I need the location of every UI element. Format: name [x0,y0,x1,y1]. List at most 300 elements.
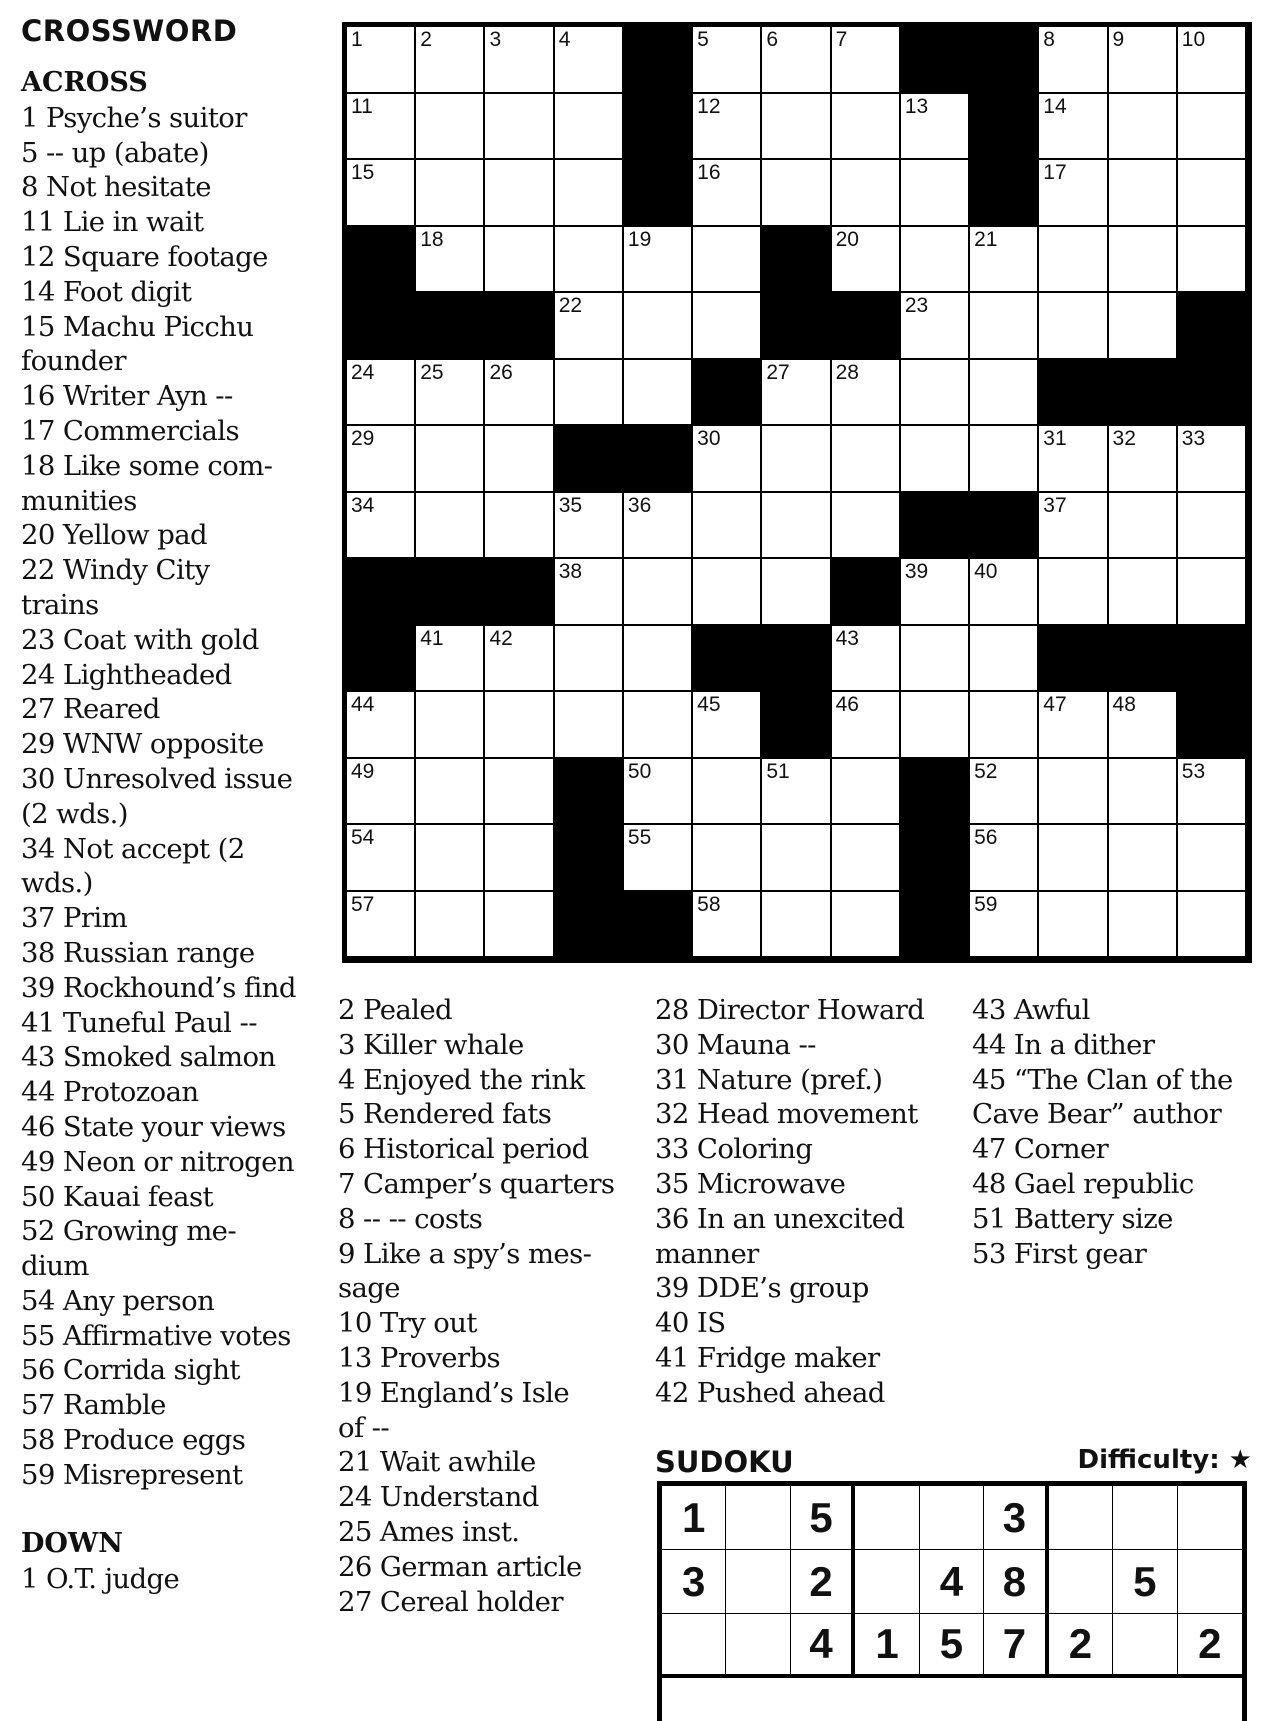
black-square [347,293,417,360]
grid-cell[interactable] [1109,692,1178,759]
grid-cell[interactable] [555,160,624,227]
grid-cell[interactable] [693,94,762,161]
grid-cell[interactable] [416,892,485,959]
clue-line: 18 Like some com- [21,449,273,482]
clue-line: 47 Corner [972,1133,1109,1166]
grid-cell[interactable] [555,227,624,294]
sudoku-given: 4 [791,1614,855,1678]
clue-line: 17 Commercials [21,414,240,447]
crossword-title: CROSSWORD [21,14,238,48]
sudoku-cell[interactable] [855,1550,919,1614]
black-square [1178,293,1248,360]
clue-line: 19 England’s Isle [338,1376,570,1409]
grid-cell[interactable] [970,692,1039,759]
clue-line: 4 Enjoyed the rink [338,1063,585,1096]
clue-line: 8 -- -- costs [338,1202,483,1235]
clue-line: (2 wds.) [21,797,128,830]
grid-cell[interactable] [693,559,762,626]
clue-number: 38 [558,560,583,583]
clue-line: 9 Like a spy’s mes- [338,1237,592,1270]
black-square [970,94,1040,161]
clue-line: 30 Mauna -- [655,1028,816,1061]
grid-cell[interactable] [832,426,901,493]
grid-cell[interactable] [762,493,831,560]
grid-cell[interactable] [1109,160,1178,227]
clue-line: 23 Coat with gold [21,623,259,656]
black-square [555,825,625,892]
grid-cell[interactable] [485,94,554,161]
clue-line: dium [21,1250,89,1283]
black-square [901,493,971,560]
clue-line: 27 Cereal holder [338,1585,563,1618]
grid-cell[interactable] [485,892,554,959]
sudoku-cell[interactable] [1049,1486,1113,1550]
sudoku-cell[interactable] [1113,1614,1177,1678]
clue-line: 24 Understand [338,1481,539,1514]
grid-cell[interactable] [693,160,762,227]
grid-cell[interactable] [416,94,485,161]
grid-cell[interactable] [970,426,1039,493]
grid-cell[interactable] [485,825,554,892]
grid-cell[interactable] [1109,227,1178,294]
clue-number: 13 [904,94,929,118]
grid-cell[interactable] [693,759,762,826]
grid-cell[interactable] [832,825,901,892]
grid-cell[interactable] [832,360,901,427]
clue-number: 36 [627,493,652,517]
sudoku-cell[interactable] [1178,1550,1242,1614]
grid-cell[interactable] [416,160,485,227]
black-square [1178,360,1248,427]
grid-cell[interactable] [1039,493,1108,560]
across-clues [21,66,296,1597]
grid-cell[interactable] [1109,293,1178,360]
clue-line: 50 Kauai feast [21,1180,213,1213]
black-square [1178,626,1248,693]
clue-line: 33 Coloring [655,1133,813,1166]
clue-line: 51 Battery size [972,1202,1173,1235]
clue-line: 11 Lie in wait [21,206,204,239]
grid-cell[interactable] [555,94,624,161]
grid-cell[interactable] [624,626,693,693]
grid-cell[interactable] [901,559,970,626]
clue-number: 27 [766,360,790,384]
clue-number: 3 [489,28,502,51]
grid-cell[interactable] [1178,892,1247,959]
across-header: ACROSS [21,67,148,98]
clue-line: 2 Pealed [338,994,453,1026]
clue-line: founder [21,345,126,378]
clue-line: 5 Rendered fats [338,1098,552,1131]
grid-cell[interactable] [1178,227,1247,294]
grid-cell[interactable] [1109,94,1178,161]
black-square [762,692,832,759]
grid-cell[interactable] [555,360,624,427]
clue-line: 37 Prim [21,902,128,935]
grid-cell[interactable] [832,94,901,161]
grid-cell[interactable] [832,27,901,94]
black-square [1109,360,1179,427]
grid-cell[interactable] [1178,27,1247,94]
grid-cell[interactable] [347,759,416,826]
grid-cell[interactable] [347,892,416,959]
grid-cell[interactable] [970,759,1039,826]
grid-cell[interactable] [1109,559,1178,626]
clue-line: 26 German article [338,1550,582,1583]
clue-number: 53 [1181,759,1206,783]
grid-cell[interactable] [1039,27,1108,94]
black-square [624,426,694,493]
clue-line: 42 Pushed ahead [655,1376,885,1409]
sudoku-cell[interactable] [855,1486,919,1550]
grid-cell[interactable] [485,160,554,227]
down-header: DOWN [21,1528,123,1560]
grid-cell[interactable] [416,825,485,892]
black-square [624,892,694,959]
black-square [555,759,625,826]
clue-number: 46 [835,693,859,716]
grid-cell[interactable] [624,227,693,294]
grid-cell[interactable] [416,227,485,294]
clue-line: 8 Not hesitate [21,171,211,204]
black-square [970,27,1040,94]
grid-cell[interactable] [347,493,416,560]
grid-cell[interactable] [901,227,970,294]
clue-line: 39 Rockhound’s find [21,971,296,1004]
grid-cell[interactable] [693,692,762,759]
grid-cell[interactable] [762,825,831,892]
grid-cell[interactable] [555,626,624,693]
clue-line: 21 Wait awhile [338,1446,536,1479]
grid-cell[interactable] [901,360,970,427]
grid-cell[interactable] [970,293,1039,360]
grid-cell[interactable] [624,559,693,626]
grid-cell[interactable] [485,626,554,693]
clue-line: 1 Psyche’s suitor [21,101,247,134]
grid-cell[interactable] [832,626,901,693]
grid-cell[interactable] [555,293,624,360]
black-square [970,493,1040,560]
clue-line: 43 Awful [972,994,1090,1026]
clue-line: 46 State your views [21,1110,286,1143]
clue-line: 3 Killer whale [338,1028,524,1061]
black-square [1039,626,1109,693]
grid-cell[interactable] [1178,559,1247,626]
grid-cell[interactable] [624,692,693,759]
grid-cell[interactable] [693,825,762,892]
clue-number: 45 [697,693,721,716]
grid-cell[interactable] [832,227,901,294]
grid-cell[interactable] [347,692,416,759]
grid-cell[interactable] [1178,160,1247,227]
clue-number: 23 [904,294,929,317]
grid-cell[interactable] [693,493,762,560]
clue-line: trains [21,588,99,621]
grid-cell[interactable] [1109,892,1178,959]
grid-cell[interactable] [901,160,970,227]
down-clues-column-1 [338,993,614,1619]
grid-cell[interactable] [485,692,554,759]
clue-number: 7 [835,28,848,51]
sudoku-given: 1 [662,1486,726,1550]
clue-line: 5 -- up (abate) [21,136,209,169]
clue-number: 56 [974,826,998,849]
grid-cell[interactable] [416,493,485,560]
clue-number: 43 [835,626,859,650]
clue-line: 7 Camper’s quarters [338,1167,615,1200]
black-square [762,626,832,693]
grid-cell[interactable] [485,493,554,560]
clue-number: 22 [558,294,583,317]
grid-cell[interactable] [901,426,970,493]
clue-line: 13 Proverbs [338,1341,501,1374]
grid-cell[interactable] [347,94,416,161]
grid-cell[interactable] [624,825,693,892]
grid-cell[interactable] [762,759,831,826]
grid-cell[interactable] [624,759,693,826]
sudoku-given: 3 [662,1550,726,1614]
clue-number: 55 [627,826,652,849]
grid-cell[interactable] [970,626,1039,693]
grid-cell[interactable] [970,892,1039,959]
grid-cell[interactable] [624,293,693,360]
grid-cell[interactable] [416,692,485,759]
grid-cell[interactable] [762,360,831,427]
clue-number: 51 [766,759,790,783]
grid-cell[interactable] [555,27,624,94]
grid-cell[interactable] [970,360,1039,427]
black-square [1039,360,1109,427]
clue-line: 38 Russian range [21,936,255,969]
down-clue: 1 O.T. judge [21,1563,180,1596]
grid-cell[interactable] [485,360,554,427]
clue-line: 20 Yellow pad [21,519,208,552]
grid-cell[interactable] [347,825,416,892]
clue-number: 41 [420,626,444,650]
sudoku-cell[interactable] [920,1486,984,1550]
black-square [832,293,902,360]
black-square [485,293,555,360]
clue-number: 25 [420,360,444,384]
black-square [485,559,555,626]
clue-number: 28 [835,360,859,384]
grid-cell[interactable] [624,360,693,427]
grid-cell[interactable] [970,559,1039,626]
grid-cell[interactable] [416,426,485,493]
clue-line: 35 Microwave [655,1167,846,1200]
grid-cell[interactable] [762,559,831,626]
grid-cell[interactable] [416,27,485,94]
black-square [832,559,902,626]
clue-line: 34 Not accept (2 [21,832,245,865]
grid-cell[interactable] [1178,426,1247,493]
down-clues-column-2 [655,993,924,1411]
clue-number: 58 [697,892,721,916]
clue-number: 9 [1112,28,1125,51]
clue-line: of -- [338,1411,390,1444]
sudoku-given: 5 [1113,1550,1177,1614]
grid-cell[interactable] [555,692,624,759]
grid-cell[interactable] [555,493,624,560]
clue-line: 36 In an unexcited [655,1202,905,1235]
black-square [1178,692,1248,759]
clue-number: 29 [351,427,375,450]
clue-number: 19 [627,227,652,251]
grid-cell[interactable] [970,227,1039,294]
black-square [693,626,763,693]
grid-cell[interactable] [416,626,485,693]
black-square [762,293,832,360]
clue-number: 35 [558,493,583,517]
grid-cell[interactable] [970,825,1039,892]
clue-line: wds.) [21,867,93,900]
grid-cell[interactable] [485,759,554,826]
grid-cell[interactable] [1109,426,1178,493]
clue-number: 8 [1043,28,1055,51]
grid-cell[interactable] [693,892,762,959]
clue-number: 24 [351,360,375,384]
clue-number: 40 [974,560,998,583]
clue-number: 47 [1043,693,1067,716]
clue-line: 29 WNW opposite [21,728,264,761]
clue-line: 31 Nature (pref.) [655,1063,883,1096]
grid-cell[interactable] [901,293,970,360]
clue-number: 57 [351,892,375,916]
sudoku-cell[interactable] [1113,1486,1177,1550]
grid-cell[interactable] [1109,27,1178,94]
clue-line: Cave Bear” author [972,1098,1222,1131]
sudoku-cell[interactable] [726,1614,790,1678]
clue-number: 49 [351,759,375,783]
grid-cell[interactable] [1039,426,1108,493]
sudoku-given: 2 [1178,1614,1242,1678]
black-square [970,160,1040,227]
clue-line: 24 Lightheaded [21,658,232,691]
clue-number: 12 [697,94,721,118]
grid-cell[interactable] [485,227,554,294]
grid-cell[interactable] [555,559,624,626]
clue-line: 14 Foot digit [21,275,192,308]
grid-cell[interactable] [1178,94,1247,161]
sudoku-cell[interactable] [726,1486,790,1550]
clue-line: 12 Square footage [21,240,268,273]
clue-number: 21 [974,227,998,251]
grid-cell[interactable] [901,626,970,693]
grid-cell[interactable] [347,160,416,227]
clue-line: 57 Ramble [21,1389,166,1422]
grid-cell[interactable] [1039,293,1108,360]
grid-cell[interactable] [901,94,970,161]
grid-cell[interactable] [416,360,485,427]
black-square [416,559,486,626]
clue-line: 25 Ames inst. [338,1515,520,1548]
grid-cell[interactable] [1178,493,1247,560]
grid-cell[interactable] [1109,493,1178,560]
grid-cell[interactable] [416,759,485,826]
grid-cell[interactable] [832,892,901,959]
grid-cell[interactable] [762,27,831,94]
grid-cell[interactable] [1178,825,1247,892]
sudoku-given: 5 [791,1486,855,1550]
grid-cell[interactable] [1039,227,1108,294]
grid-cell[interactable] [485,426,554,493]
grid-cell[interactable] [1109,759,1178,826]
sudoku-cell[interactable] [1049,1550,1113,1614]
clue-line: 54 Any person [21,1284,215,1317]
sudoku-cell[interactable] [662,1614,726,1678]
grid-cell[interactable] [1039,825,1108,892]
sudoku-title: SUDOKU [655,1445,794,1479]
grid-cell[interactable] [693,293,762,360]
clue-number: 33 [1181,427,1206,450]
black-square [555,426,625,493]
clue-line: 39 DDE’s group [655,1272,869,1305]
clue-number: 20 [835,227,859,251]
clue-number: 31 [1043,427,1067,450]
grid-cell[interactable] [693,27,762,94]
grid-cell[interactable] [762,426,831,493]
clue-line: manner [655,1237,759,1270]
clue-line: 59 Misrepresent [21,1458,243,1491]
grid-cell[interactable] [347,360,416,427]
clue-line: 16 Writer Ayn -- [21,380,233,413]
grid-cell[interactable] [693,426,762,493]
grid-cell[interactable] [762,892,831,959]
black-square [624,27,694,94]
grid-cell[interactable] [1109,825,1178,892]
grid-cell[interactable] [832,692,901,759]
grid-cell[interactable] [693,227,762,294]
grid-cell[interactable] [832,759,901,826]
grid-cell[interactable] [624,493,693,560]
grid-cell[interactable] [832,160,901,227]
clue-number: 5 [697,28,709,51]
black-square [901,825,971,892]
clue-line: munities [21,484,137,517]
clue-line: 32 Head movement [655,1098,918,1131]
grid-cell[interactable] [1039,692,1108,759]
grid-cell[interactable] [1039,892,1108,959]
grid-cell[interactable] [1178,759,1247,826]
grid-cell[interactable] [762,94,831,161]
clue-line: 49 Neon or nitrogen [21,1145,294,1178]
clue-line: 52 Growing me- [21,1215,237,1248]
clue-line: 22 Windy City [21,554,210,587]
clue-number: 54 [351,826,375,849]
grid-cell[interactable] [1039,94,1108,161]
black-square [624,160,694,227]
clue-number: 26 [489,360,513,384]
sudoku-given: 2 [1049,1614,1113,1678]
grid-cell[interactable] [1039,160,1108,227]
grid-cell[interactable] [762,160,831,227]
grid-cell[interactable] [901,692,970,759]
sudoku-cell[interactable] [1178,1486,1242,1550]
clue-line: 41 Tuneful Paul -- [21,1006,257,1039]
grid-cell[interactable] [347,27,416,94]
black-square [347,227,417,294]
clue-number: 42 [489,626,513,650]
clue-number: 15 [351,161,375,184]
sudoku-cell[interactable] [726,1550,790,1614]
grid-cell[interactable] [1039,759,1108,826]
clue-line: 27 Reared [21,693,160,726]
grid-cell[interactable] [1039,559,1108,626]
grid-cell[interactable] [485,27,554,94]
sudoku-given: 3 [984,1486,1048,1550]
grid-cell[interactable] [347,426,416,493]
grid-cell[interactable] [832,493,901,560]
